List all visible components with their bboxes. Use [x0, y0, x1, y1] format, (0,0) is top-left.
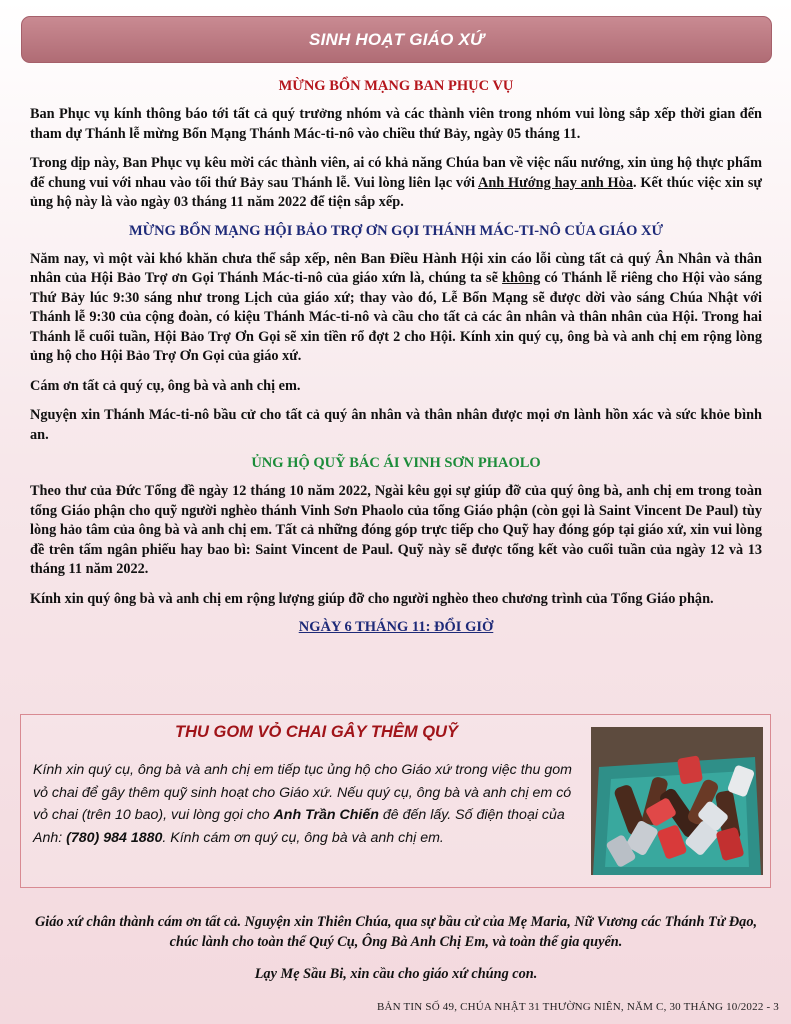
- bottles-photo-illustration: [591, 727, 763, 875]
- bottle-drive-box: [20, 714, 771, 888]
- header-title: SINH HOẠT GIÁO XỨ: [309, 29, 484, 49]
- paragraph: Cám ơn tất cả quý cụ, ông bà và anh chị em.: [30, 377, 301, 394]
- main-content: [30, 78, 762, 636]
- contact-name: Anh Trần Chiến: [273, 807, 379, 823]
- time-change-notice: NGÀY 6 THÁNG 11: ĐỔI GIỜ: [298, 619, 494, 635]
- paragraph: Nguyện xin Thánh Mác-ti-nô bầu cử cho tất cả quý ân nhân và thân nhân được mọi ơn lành hồn xác và sức khỏe bình an.: [30, 407, 762, 443]
- paragraph: Ban Phục vụ kính thông báo tới tất cả quý trưởng nhóm và các thành viên trong nhóm vui lòng sắp xếp thời gian đến tham dự Thánh lễ mừng Bổn Mạng Thánh Mác-ti-nô vào chiều thứ Bảy, ngày 05 tháng 11.: [30, 106, 762, 142]
- phone-number: (780) 984 1880: [66, 829, 163, 846]
- closing-paragraph: Giáo xứ chân thành cám ơn tất cả. Nguyện xin Thiên Chúa, qua sự bầu cử của Mẹ Maria, Nữ Vương các Thánh Tử Đạo, chúc lành cho toàn thể Quý Cụ, Ông Bà Anh Chị Em, và toàn thể gia quyến.: [34, 914, 758, 950]
- paragraph: Theo thư của Đức Tổng đề ngày 12 tháng 10 năm 2022, Ngài kêu gọi sự giúp đỡ của quý ông bà, anh chị em trong toàn tổng Giáo phận cho quỹ người nghèo thánh Vinh Sơn Phaolo của tổng Giáo phận (còn gọi là Saint Vincent De Paul) tùy lòng hảo tâm của ông bà và anh chị em. Tất cả những đóng góp trực tiếp cho Quỹ hay đóng góp tại giáo xứ, xin vui lòng đề trên tấm ngân phiếu hay bao bì: Saint Vincent de Paul. Quỹ này sẽ được tổng kết vào cuối tuần của ngày 12 và 13 tháng 11 năm 2022.: [30, 483, 762, 577]
- box-text: Kính xin quý cụ, ông bà và anh chị em tiếp tục ủng hộ cho Giáo xứ trong việc thu gom vỏ chai để gây thêm quỹ sinh hoạt cho Giáo xứ. Nếu quý cụ, ông bà và anh chị em có vỏ chai (trên 10 bao), vui lòng gọi cho Anh Trần Chiến đê đến lấy. Số điện thoại của Anh: (780) 984 1880. Kính cám ơn quý cụ, ông bà và anh chị em.: [33, 762, 572, 846]
- page-footer: BẢN TIN SỐ 49, CHÚA NHẬT 31 THƯỜNG NIÊN, NĂM C, 30 THÁNG 10/2022 - 3: [376, 1001, 779, 1013]
- paragraph: Năm nay, vì một vài khó khăn chưa thể sắp xếp, nên Ban Điều Hành Hội xin cáo lỗi cùng tất cả quý Ân Nhân và thân nhân của Hội Bảo Trợ ơn Gọi Thánh Mác-ti-nô của giáo xứn là, chúng ta sẽ không có Thánh lễ riêng cho Hội vào sáng Thứ Bảy lúc 9:30 sáng như trong Lịch của giáo xứ; thay vào đó, Lễ Bổn Mạng sẽ được dời vào sáng Chúa Nhật với Thánh lễ 9:30 của cộng đoàn, có kiệu Thánh Mác-ti-nô và cầu cho tất cả các ân nhân và thân nhân của Hội. Trong hai Thánh lễ cuối tuần, Hội Bảo Trợ Ơn Gọi sẽ xin tiền rổ đợt 2 cho Hội. Kính xin quý cụ, ông bà và anh chị em rộng lòng ủng hộ cho Hội Bảo Trợ Ơn Gọi của giáo xứ.: [30, 250, 762, 364]
- closing-blessing: [30, 912, 762, 996]
- bottles-photo: [591, 727, 763, 875]
- paragraph: Kính xin quý ông bà và anh chị em rộng lượng giúp đỡ cho người nghèo theo chương trình của Tổng Giáo phận.: [30, 590, 714, 607]
- closing-prayer: Lạy Mẹ Sầu Bi, xin cầu cho giáo xứ chúng con.: [254, 966, 538, 982]
- paragraph: Trong dịp này, Ban Phục vụ kêu mời các thành viên, ai có khả năng Chúa ban về việc nấu nướng, xin ủng hộ thực phẩm để chung vui với nhau vào tối thứ Bảy sau Thánh lễ. Vui lòng liên lạc với Anh Hướng hay anh Hòa. Kết thúc việc xin sự ủng hộ này là vào ngày 03 tháng 11 năm 2022 để tiện sắp xếp.: [30, 155, 762, 210]
- contact-names: Anh Hướng hay anh Hòa: [478, 174, 633, 191]
- emphasis-text: không: [502, 270, 541, 286]
- section-title-vinh-son-phaolo: ỦNG HỘ QUỸ BÁC ÁI VINH SƠN PHAOLO: [251, 455, 541, 471]
- section-header: [21, 16, 772, 63]
- box-title: THU GOM VỎ CHAI GÂY THÊM QUỸ: [175, 723, 458, 741]
- section-title-hoi-bao-tro: MỪNG BỔN MẠNG HỘI BẢO TRỢ ƠN GỌI THÁNH MÁC-TI-NÔ CỦA GIÁO XỨ: [128, 222, 664, 239]
- section-title-ban-phuc-vu: MỪNG BỔN MẠNG BAN PHỤC VỤ: [278, 78, 514, 94]
